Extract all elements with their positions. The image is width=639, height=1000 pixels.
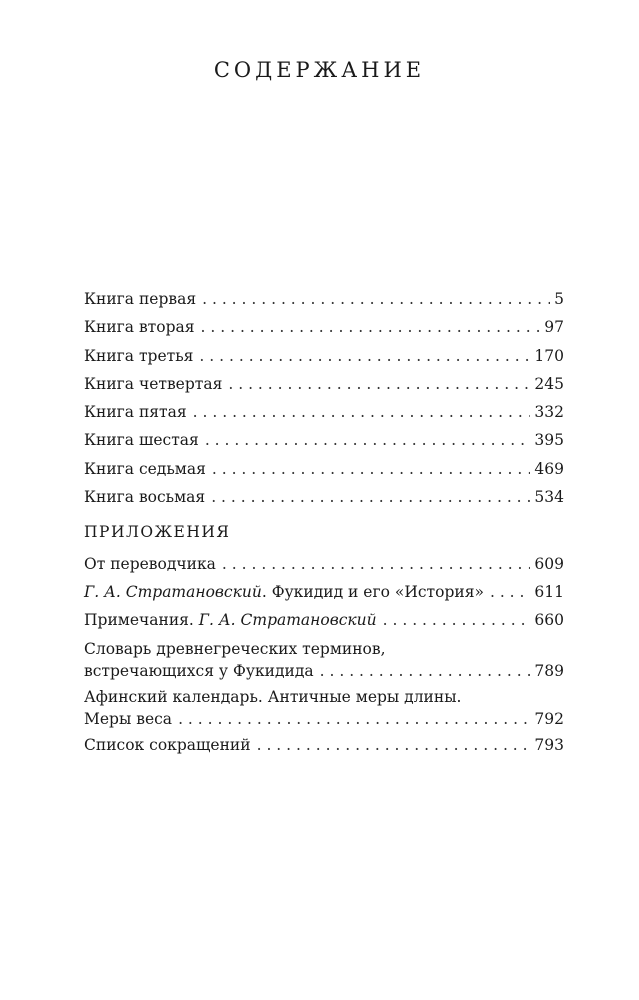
toc-entry-book-1[interactable]: [84, 288, 564, 310]
toc-page-number: 97: [544, 318, 564, 336]
toc-entry-book-3[interactable]: [84, 345, 564, 367]
toc-page-number: 395: [534, 431, 564, 449]
toc-entry-title: Книга шестая: [84, 431, 199, 449]
dot-leader: [490, 581, 530, 603]
dot-leader: [320, 660, 531, 682]
toc-entry-title: Книга четвертая: [84, 375, 223, 393]
toc-page-number: 170: [534, 347, 564, 365]
dot-leader: [202, 288, 550, 310]
toc-entry-translator[interactable]: [84, 553, 564, 575]
toc-page-number: 332: [534, 403, 564, 421]
page-title: СОДЕРЖАНИЕ: [213, 58, 426, 82]
toc-page-number: 5: [554, 290, 564, 308]
toc-entry-title: Список сокращений: [84, 736, 251, 754]
toc-page-number: 534: [534, 488, 564, 506]
toc-entry-book-2[interactable]: [84, 316, 564, 338]
toc-page-number: 793: [534, 736, 564, 754]
appendix-heading: ПРИЛОЖЕНИЯ: [84, 523, 231, 541]
toc-entry-title: Книга третья: [84, 347, 194, 365]
dot-leader: [383, 609, 531, 631]
toc-entry-title: [84, 609, 377, 631]
toc-page-number: 609: [534, 555, 564, 573]
dot-leader: [212, 458, 531, 480]
toc-entry-book-6[interactable]: [84, 429, 564, 451]
toc-entry-title: От переводчика: [84, 555, 216, 573]
toc-entry-title: Книга вторая: [84, 318, 195, 336]
toc-entry-calendar-measures[interactable]: [84, 686, 564, 730]
dot-leader: [199, 345, 530, 367]
toc-entry-abbreviations[interactable]: [84, 734, 564, 756]
toc-page-number: 660: [534, 611, 564, 629]
toc-entry-title-line1: Словарь древнегреческих терминов,: [84, 640, 386, 658]
toc-entry-title-line1: Афинский календарь. Античные меры длины.: [84, 688, 462, 706]
toc-entry-title: Меры веса: [84, 710, 173, 728]
toc-entry-title: [84, 581, 484, 603]
toc-page-number: 469: [534, 460, 564, 478]
toc-page-number: 792: [534, 710, 564, 728]
toc-page-number: 611: [534, 583, 564, 601]
toc-entry-title: Книга первая: [84, 290, 197, 308]
toc-entry-book-5[interactable]: [84, 401, 564, 423]
dot-leader: [228, 373, 530, 395]
dot-leader: [222, 553, 530, 575]
dot-leader: [193, 401, 531, 423]
toc-entry-title-rest: . Фукидид и его «История»: [261, 583, 484, 601]
dot-leader: [211, 486, 530, 508]
toc-page-number: 789: [534, 662, 564, 680]
dot-leader: [205, 429, 531, 451]
toc-entry-title: Книга седьмая: [84, 460, 206, 478]
toc-entry-book-7[interactable]: [84, 458, 564, 480]
dot-leader: [257, 734, 531, 756]
toc-page-number: 245: [534, 375, 564, 393]
toc-entry-glossary[interactable]: [84, 638, 564, 682]
toc-entry-book-4[interactable]: [84, 373, 564, 395]
toc-entry-author: Г. А. Стратановский: [84, 583, 262, 601]
toc-entry-title: Книга восьмая: [84, 488, 206, 506]
toc-entry-title: Книга пятая: [84, 403, 187, 421]
toc-entry-thucydides-history[interactable]: [84, 581, 564, 603]
dot-leader: [178, 708, 530, 730]
toc-entry-title: встречающихся у Фукидида: [84, 662, 314, 680]
toc-entry-title-rest: Примечания.: [84, 611, 199, 629]
toc-entry-notes[interactable]: [84, 609, 564, 631]
toc-entry-book-8[interactable]: [84, 486, 564, 508]
toc-entry-author: Г. А. Стратановский: [198, 611, 377, 629]
dot-leader: [201, 316, 541, 338]
